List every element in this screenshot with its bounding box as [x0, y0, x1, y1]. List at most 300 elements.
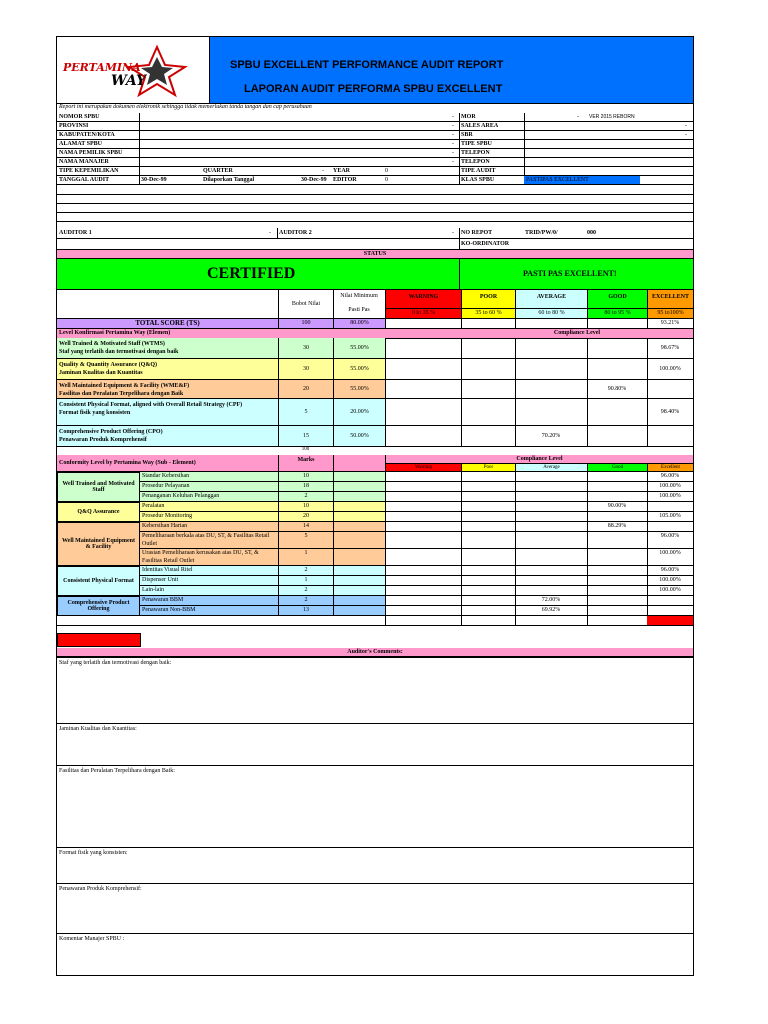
element-name-en: Well Trained & Motivated Staff (WTMS) — [59, 341, 165, 347]
sub-row — [57, 606, 693, 616]
divider — [515, 502, 516, 511]
comment-label: Format fisik yang konsisten: — [59, 850, 128, 856]
divider — [461, 482, 462, 491]
element-bobot: 20 — [278, 380, 333, 398]
total-row — [57, 319, 693, 329]
divider — [461, 532, 462, 548]
status-label: STATUS — [363, 251, 387, 257]
divider — [139, 113, 140, 121]
cell — [333, 502, 385, 511]
electronic-note: Report ini merupakan dokumen elektronik sehingga tidak memerlukan tanda tangan dan cap perusahaan — [59, 104, 312, 110]
divider — [515, 522, 516, 531]
auditor2-label: AUDITOR 2 — [279, 230, 312, 236]
level-name: POOR — [479, 294, 498, 300]
info-label-right: MOR — [461, 114, 476, 120]
info-label-right: SALES AREA — [461, 123, 499, 129]
divider — [385, 576, 386, 585]
sub-marks: 1 — [278, 549, 333, 565]
sub-marks: 2 — [278, 566, 333, 575]
divider — [587, 586, 588, 595]
cell — [333, 606, 385, 615]
sub-row — [57, 522, 693, 532]
info-dash: - — [685, 132, 687, 138]
info-row — [57, 113, 693, 122]
info-label-left: KABUPATEN/KOTA — [59, 132, 115, 138]
element-value: 98.67% — [660, 345, 680, 351]
editor-value: 0 — [385, 177, 388, 183]
cell — [333, 586, 385, 595]
coordinator-row — [57, 239, 693, 250]
divider — [524, 113, 525, 121]
class-value: PASTIPAS EXCELLENT — [524, 176, 640, 184]
auditor-row — [57, 228, 693, 239]
comments-title: Auditor's Comments: — [347, 649, 403, 655]
divider — [461, 549, 462, 565]
divider — [385, 586, 386, 595]
info-label-right: TIPE AUDIT — [461, 168, 496, 174]
info-label-left: NAMA PEMILIK SPBU — [59, 150, 123, 156]
cell — [333, 596, 385, 605]
sub-value: 100.00% — [659, 577, 681, 583]
element-label — [57, 338, 278, 358]
divider — [385, 616, 386, 625]
divider — [385, 472, 386, 481]
sub-value: 96.00% — [660, 533, 680, 539]
element-name-id: Staf yang terlatih dan termotivasi dengan baik — [59, 349, 179, 355]
sub-item: Penawaran Non-BBM — [139, 606, 278, 615]
sub-row — [57, 586, 693, 596]
sub-value: 69.92% — [541, 607, 561, 613]
divider — [461, 566, 462, 575]
level-name: WARNING — [408, 294, 439, 300]
sub-row — [57, 472, 693, 482]
divider — [587, 576, 588, 585]
min-label: Nilai Minimum — [340, 293, 378, 299]
element-min: 55.00% — [333, 359, 385, 379]
comment-label: Komentar Manajer SPBU : — [59, 936, 125, 942]
sub-row — [57, 532, 693, 549]
info-dash: - — [452, 230, 454, 236]
group-name: Comprehensive Product Offering — [57, 596, 140, 616]
divider — [587, 606, 588, 615]
divider — [515, 549, 516, 565]
element-min: 20.00% — [333, 399, 385, 425]
comment-box — [57, 723, 693, 766]
info-row — [57, 158, 693, 167]
divider — [385, 359, 386, 379]
red-block — [57, 633, 141, 647]
sub-marks: 2 — [278, 596, 333, 605]
report-header — [57, 37, 693, 104]
divider — [139, 131, 140, 139]
element-value: 98.40% — [660, 409, 680, 415]
divider — [515, 566, 516, 575]
info-label-right: SBR — [461, 132, 473, 138]
divider — [461, 338, 462, 358]
total-score: 93.21% — [660, 320, 680, 326]
divider — [459, 122, 460, 130]
info-dash: - — [577, 114, 579, 120]
sub-row — [57, 596, 693, 606]
element-bobot: 30 — [278, 359, 333, 379]
cell — [333, 472, 385, 481]
divider — [515, 338, 516, 358]
cell — [333, 549, 385, 565]
sub-header — [57, 455, 693, 472]
comment-label: Fasilitas dan Peralatan Terpelihara dengan Baik: — [59, 768, 175, 774]
info-dash: - — [452, 114, 454, 120]
divider — [524, 149, 525, 157]
element-row — [57, 380, 693, 399]
element-min: 55.00% — [333, 380, 385, 398]
title-english: SPBU EXCELLENT PERFORMANCE AUDIT REPORT — [230, 59, 504, 71]
sub-value: 100.00% — [659, 493, 681, 499]
comment-box — [57, 657, 693, 724]
divider — [459, 140, 460, 148]
info-label-left: NAMA MANAJER — [59, 159, 109, 165]
level-name: AVERAGE — [536, 294, 567, 300]
divider — [587, 566, 588, 575]
divider — [587, 482, 588, 491]
sub-level-good: Good — [587, 463, 647, 471]
cell — [333, 576, 385, 585]
logo-star-icon — [57, 37, 209, 103]
cell — [333, 522, 385, 531]
element-name-id: Jaminan Kualitas dan Kuantitas — [59, 370, 143, 376]
sub-item: Identitas Visual Ritel — [139, 566, 278, 575]
divider — [587, 532, 588, 548]
divider — [459, 239, 460, 249]
comment-box — [57, 883, 693, 934]
divider — [461, 512, 462, 521]
sub-item: Penanganan Keluhan Pelanggan — [139, 492, 278, 501]
sub-item: Prosedur Monitoring — [139, 512, 278, 521]
group-name: Well Maintained Equipment & Facility — [57, 522, 140, 566]
sub-compliance-label: Compliance Level — [385, 455, 693, 463]
divider — [139, 176, 140, 184]
divider — [385, 512, 386, 521]
divider — [515, 319, 516, 328]
divider — [385, 596, 386, 605]
divider — [647, 522, 648, 531]
divider — [524, 158, 525, 166]
element-row — [57, 338, 693, 359]
sub-row — [57, 482, 693, 492]
info-label-right: TELEPON — [461, 150, 490, 156]
cell — [333, 482, 385, 491]
sub-item: Dispenser Unit — [139, 576, 278, 585]
info-label-right: TELEPON — [461, 159, 490, 165]
divider — [587, 616, 588, 625]
sub-row — [57, 502, 693, 512]
sub-row — [57, 566, 693, 576]
level-warning — [385, 290, 461, 318]
divider — [385, 549, 386, 565]
element-min: 50.00% — [333, 426, 385, 446]
divider — [587, 549, 588, 565]
sub-item: Penawaran BBM — [139, 596, 278, 605]
sub-item: Prosedur Pelayanan — [139, 482, 278, 491]
divider — [587, 359, 588, 379]
element-name-id: Format fisik yang konsisten — [59, 410, 131, 416]
divider — [461, 502, 462, 511]
group-name: Q&Q Assurance — [57, 502, 140, 522]
divider — [461, 426, 462, 446]
divider — [647, 606, 648, 615]
element-value: 70.20% — [541, 433, 561, 439]
sub-level-warning: Warning — [385, 463, 461, 471]
element-label — [57, 359, 278, 379]
divider — [515, 472, 516, 481]
sub-value: 72.00% — [541, 597, 561, 603]
divider — [461, 359, 462, 379]
divider — [139, 167, 140, 175]
comment-box — [57, 765, 693, 848]
element-value: 100.00% — [659, 366, 681, 372]
audit-sheet — [56, 36, 694, 976]
sub-item: Standar Kebersihan — [139, 472, 278, 481]
divider — [587, 338, 588, 358]
divider — [524, 140, 525, 148]
sub-value: 96.00% — [660, 567, 680, 573]
element-name-en: Consistent Physical Format, aligned with Overall Retail Strategy (CPF) — [59, 402, 243, 408]
trid-value: TRID/PW/0/ — [525, 230, 558, 236]
sub-row — [57, 549, 693, 566]
trid-number: 000 — [587, 230, 596, 236]
year-label: YEAR — [333, 168, 351, 174]
bobot-label: Bobot Nilai — [291, 301, 321, 307]
divider — [461, 576, 462, 585]
element-label — [57, 380, 278, 398]
level-good — [587, 290, 647, 318]
divider — [515, 576, 516, 585]
total-min: 80.00% — [333, 319, 385, 328]
total-bobot: 100 — [278, 319, 333, 328]
divider — [461, 522, 462, 531]
divider — [647, 502, 648, 511]
divider — [385, 482, 386, 491]
info-row — [57, 140, 693, 149]
version-text: VER 2015 REBORN — [589, 114, 635, 120]
divider — [139, 158, 140, 166]
element-name-en: Comprehensive Product Offering (CPO) — [59, 429, 163, 435]
level-konfirmasi-label: Level Konfirmasi Pertamina Way (Elemen) — [59, 330, 171, 336]
divider — [385, 319, 386, 328]
divider — [385, 380, 386, 398]
sub-marks: 18 — [278, 482, 333, 491]
cell — [333, 566, 385, 575]
info-row — [57, 149, 693, 158]
auditor1-label: AUDITOR 1 — [59, 230, 92, 236]
element-row — [57, 359, 693, 380]
divider — [459, 259, 460, 289]
sub-level-average: Average — [515, 463, 587, 471]
quarter-label: QUARTER — [203, 168, 233, 174]
info-label-left: PROVINSI — [59, 123, 89, 129]
total-label: TOTAL SCORE (TS) — [57, 319, 278, 328]
divider — [515, 359, 516, 379]
sub-marks: 1 — [278, 576, 333, 585]
divider — [524, 131, 525, 139]
divider — [647, 426, 648, 446]
pasti-pas-text: PASTI PAS EXCELLENT! — [523, 269, 617, 278]
element-name-en: Quality & Quantity Assurance (Q&Q) — [59, 362, 158, 368]
divider — [587, 399, 588, 425]
divider — [385, 606, 386, 615]
marks-label: Marks — [278, 455, 333, 471]
divider — [385, 492, 386, 501]
divider — [515, 399, 516, 425]
info-label-left: TANGGAL AUDIT — [59, 177, 110, 183]
divider — [385, 532, 386, 548]
level-range: 60 to 80 % — [516, 308, 587, 318]
divider — [515, 616, 516, 625]
cell — [333, 455, 385, 471]
element-name-en: Well Maintained Equipment & Facility (WME&F) — [59, 383, 190, 389]
divider — [461, 472, 462, 481]
title-indonesian: LAPORAN AUDIT PERFORMA SPBU EXCELLENT — [244, 83, 503, 95]
divider — [647, 380, 648, 398]
no-repot-label: NO REPOT — [461, 230, 493, 236]
sub-row — [57, 492, 693, 502]
empty-row — [57, 616, 693, 626]
sum-100: 100 — [301, 447, 310, 452]
sub-level-poor: Poor — [461, 463, 515, 471]
info-label-right: TIPE SPBU — [461, 141, 492, 147]
sub-item: Peralatan — [139, 502, 278, 511]
divider — [461, 399, 462, 425]
info-row — [57, 167, 693, 176]
divider — [461, 380, 462, 398]
divider — [139, 149, 140, 157]
empty-row — [57, 212, 693, 222]
group-name: Consistent Physical Format — [57, 566, 140, 596]
certified-text: CERTIFIED — [207, 265, 296, 282]
level-range: 35 to 60 % — [462, 308, 515, 318]
comment-box — [57, 933, 693, 974]
comments-header — [57, 648, 693, 657]
level-name: GOOD — [608, 294, 627, 300]
level-average — [515, 290, 587, 318]
divider — [515, 482, 516, 491]
divider — [277, 228, 278, 238]
sub-marks: 2 — [278, 492, 333, 501]
divider — [459, 131, 460, 139]
level-poor — [461, 290, 515, 318]
group-name: Well Trained and Motivated Staff — [57, 472, 140, 502]
info-label-left: ALAMAT SPBU — [59, 141, 102, 147]
info-dash: - — [322, 168, 324, 174]
cell — [333, 532, 385, 548]
element-bobot: 15 — [278, 426, 333, 446]
divider — [587, 472, 588, 481]
divider — [459, 149, 460, 157]
sub-value: 100.00% — [659, 550, 681, 556]
sub-marks: 14 — [278, 522, 333, 531]
level-range: 80 to 95 % — [588, 308, 647, 318]
info-label-left: TIPE KEPEMILIKAN — [59, 168, 119, 174]
divider — [385, 399, 386, 425]
year-value: 0 — [385, 168, 388, 174]
sub-value: 88.29% — [607, 523, 627, 529]
sub-value: 100.00% — [659, 587, 681, 593]
comment-label: Penawaran Produk Komprehensif: — [59, 886, 142, 892]
comment-label: Jaminan Kualitas dan Kuantitas: — [59, 726, 137, 732]
info-dash: - — [452, 132, 454, 138]
sub-title: Conformity Level by Pertamina Way (Sub - Element) — [57, 455, 278, 471]
info-dash: - — [452, 150, 454, 156]
divider — [385, 522, 386, 531]
divider — [647, 596, 648, 605]
sub-value: 96.00% — [660, 473, 680, 479]
sub-row — [57, 512, 693, 522]
info-dash: - — [452, 141, 454, 147]
divider — [139, 122, 140, 130]
red-marker — [647, 616, 693, 625]
divider — [459, 228, 460, 238]
sub-row — [57, 576, 693, 586]
divider — [587, 596, 588, 605]
element-label — [57, 399, 278, 425]
level-excellent — [647, 290, 693, 318]
divider — [515, 586, 516, 595]
info-dash: - — [685, 123, 687, 129]
divider — [515, 380, 516, 398]
sub-value: 90.00% — [607, 503, 627, 509]
info-dash: - — [269, 230, 271, 236]
title-banner — [210, 37, 693, 103]
element-row — [57, 426, 693, 447]
divider — [385, 338, 386, 358]
divider — [587, 492, 588, 501]
logo-text-pertamina: PERTAMINA — [63, 61, 141, 74]
divider — [385, 426, 386, 446]
compliance-label: Compliance Level — [553, 330, 601, 336]
sub-value: 105.00% — [659, 513, 681, 519]
divider — [524, 122, 525, 130]
info-label-left: NOMOR SPBU — [59, 114, 100, 120]
info-dash: - — [452, 123, 454, 129]
divider — [459, 158, 460, 166]
logo-text-way: WAY — [111, 73, 146, 89]
element-row — [57, 399, 693, 426]
element-bobot: 30 — [278, 338, 333, 358]
sub-marks: 13 — [278, 606, 333, 615]
info-label-right: KLAS SPBU — [461, 177, 495, 183]
info-row — [57, 131, 693, 140]
sub-value: 100.00% — [659, 483, 681, 489]
sub-marks: 2 — [278, 586, 333, 595]
element-name-id: Penawaran Produk Komprehensif — [59, 437, 147, 443]
reported-date: 30-Dec-99 — [301, 177, 327, 183]
info-row — [57, 176, 693, 185]
divider — [385, 566, 386, 575]
pasti-pas-label: Pasti Pas — [348, 307, 370, 313]
divider — [515, 512, 516, 521]
divider — [459, 167, 460, 175]
level-name: EXCELLENT — [651, 294, 689, 300]
cell — [333, 512, 385, 521]
editor-label: EDITOR — [333, 177, 357, 183]
divider — [515, 492, 516, 501]
info-row — [57, 122, 693, 131]
divider — [459, 176, 460, 184]
divider — [385, 502, 386, 511]
coordinator-label: KO-ORDINATOR — [461, 241, 510, 247]
pertamina-way-logo — [57, 37, 210, 103]
divider — [461, 492, 462, 501]
reported-label: Dilaporkan Tanggal — [203, 177, 255, 183]
